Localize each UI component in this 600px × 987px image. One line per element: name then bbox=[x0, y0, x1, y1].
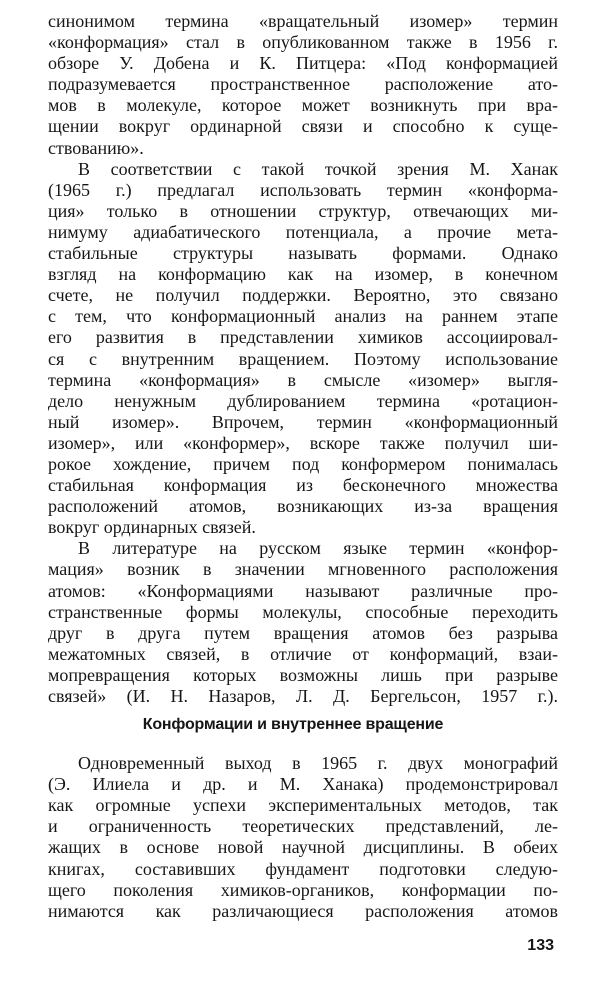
text-line: жащих в основе новой научной дисциплины. В обеих bbox=[48, 837, 558, 858]
paragraph bbox=[48, 753, 558, 922]
text-line: мопревращения которых возможны лишь при разрыве bbox=[48, 664, 558, 685]
text-line: термина «конформация» в смысле «изомер» выгля- bbox=[48, 369, 558, 390]
text-line: странственные формы молекулы, способные переходить bbox=[48, 601, 558, 622]
page-body bbox=[48, 11, 558, 922]
text-line: ный изомер». Впрочем, термин «конформационный bbox=[48, 411, 558, 432]
text-line: В литературе на русском языке термин «конфор- bbox=[78, 538, 558, 559]
text-line: и ограниченность теоретических представлений, ле- bbox=[48, 816, 558, 837]
text-line: ция» только в отношении структур, отвечающих ми- bbox=[48, 200, 558, 221]
text-line: мация» возник в значении мгновенного расположения bbox=[48, 559, 558, 580]
paragraph bbox=[48, 11, 558, 159]
paragraph bbox=[48, 538, 558, 707]
text-line: дело ненужным дублированием термина «ротацион- bbox=[48, 390, 558, 411]
text-line: взгляд на конформацию как на изомер, в конечном bbox=[48, 264, 558, 285]
text-line: с тем, что конформационный анализ на раннем этапе bbox=[48, 306, 558, 327]
text-line: счете, не получил поддержки. Вероятно, это связано bbox=[48, 285, 558, 306]
text-line: расположений атомов, возникающих из-за вращения bbox=[48, 496, 558, 517]
text-line: Одновременный выход в 1965 г. двух монографий bbox=[78, 753, 558, 774]
text-line: межатомных связей, в отличие от конформаций, взаи- bbox=[48, 643, 558, 664]
paragraph bbox=[48, 159, 558, 539]
text-line: атомов: «Конформациями называют различные про- bbox=[48, 580, 558, 601]
text-line: (1965 г.) предлагал использовать термин «конформа- bbox=[48, 179, 558, 200]
text-line: «конформация» стал в опубликованном также в 1956 г. bbox=[48, 32, 558, 53]
text-line: обзоре У. Добена и К. Питцера: «Под конформацией bbox=[48, 53, 558, 74]
text-line: друг в друга путем вращения атомов без разрыва bbox=[48, 622, 558, 643]
text-line: как огромные успехи экспериментальных методов, так bbox=[48, 795, 558, 816]
text-line: ся с внутренним вращением. Поэтому использование bbox=[48, 348, 558, 369]
text-line: (Э. Илиела и др. и М. Ханака) продемонстрировал bbox=[48, 774, 558, 795]
text-line: связей» (И. Н. Назаров, Л. Д. Бергельсон, 1957 г.). bbox=[48, 686, 558, 706]
text-line: рокое хождение, причем под конформером понималась bbox=[48, 453, 558, 474]
text-line: ствованию». bbox=[48, 137, 144, 158]
text-before-heading bbox=[48, 11, 558, 707]
text-line: синонимом термина «вращательный изомер» термин bbox=[48, 11, 558, 31]
text-line: нимуму адиабатического потенциала, а прочие мета- bbox=[48, 221, 558, 242]
text-line: вокруг ординарных связей. bbox=[48, 517, 256, 538]
text-line: щего поколения химиков-органиков, конформации по- bbox=[48, 879, 558, 900]
text-line: мов в молекуле, которое может возникнуть при вра- bbox=[48, 95, 558, 116]
text-line: его развития в представлении химиков ассоциировал- bbox=[48, 327, 558, 348]
page-number: 133 bbox=[527, 937, 554, 954]
text-line: щении вокруг ординарной связи и способно к суще- bbox=[48, 116, 558, 137]
text-line: книгах, составивших фундамент подготовки следую- bbox=[48, 858, 558, 879]
section-heading: Конформации и внутреннее вращение bbox=[142, 716, 444, 734]
text-after-heading bbox=[48, 753, 558, 922]
text-line: изомер», или «конформер», вскоре также получил ши- bbox=[48, 432, 558, 453]
text-line: стабильная конформация из бесконечного множества bbox=[48, 475, 558, 496]
text-line: В соответствии с такой точкой зрения М. Ханак bbox=[78, 158, 558, 179]
text-line: нимаются как различающиеся расположения атомов bbox=[48, 900, 558, 921]
text-line: подразумевается пространственное расположение ато- bbox=[48, 74, 558, 95]
text-line: стабильные структуры называть формами. Однако bbox=[48, 243, 558, 264]
